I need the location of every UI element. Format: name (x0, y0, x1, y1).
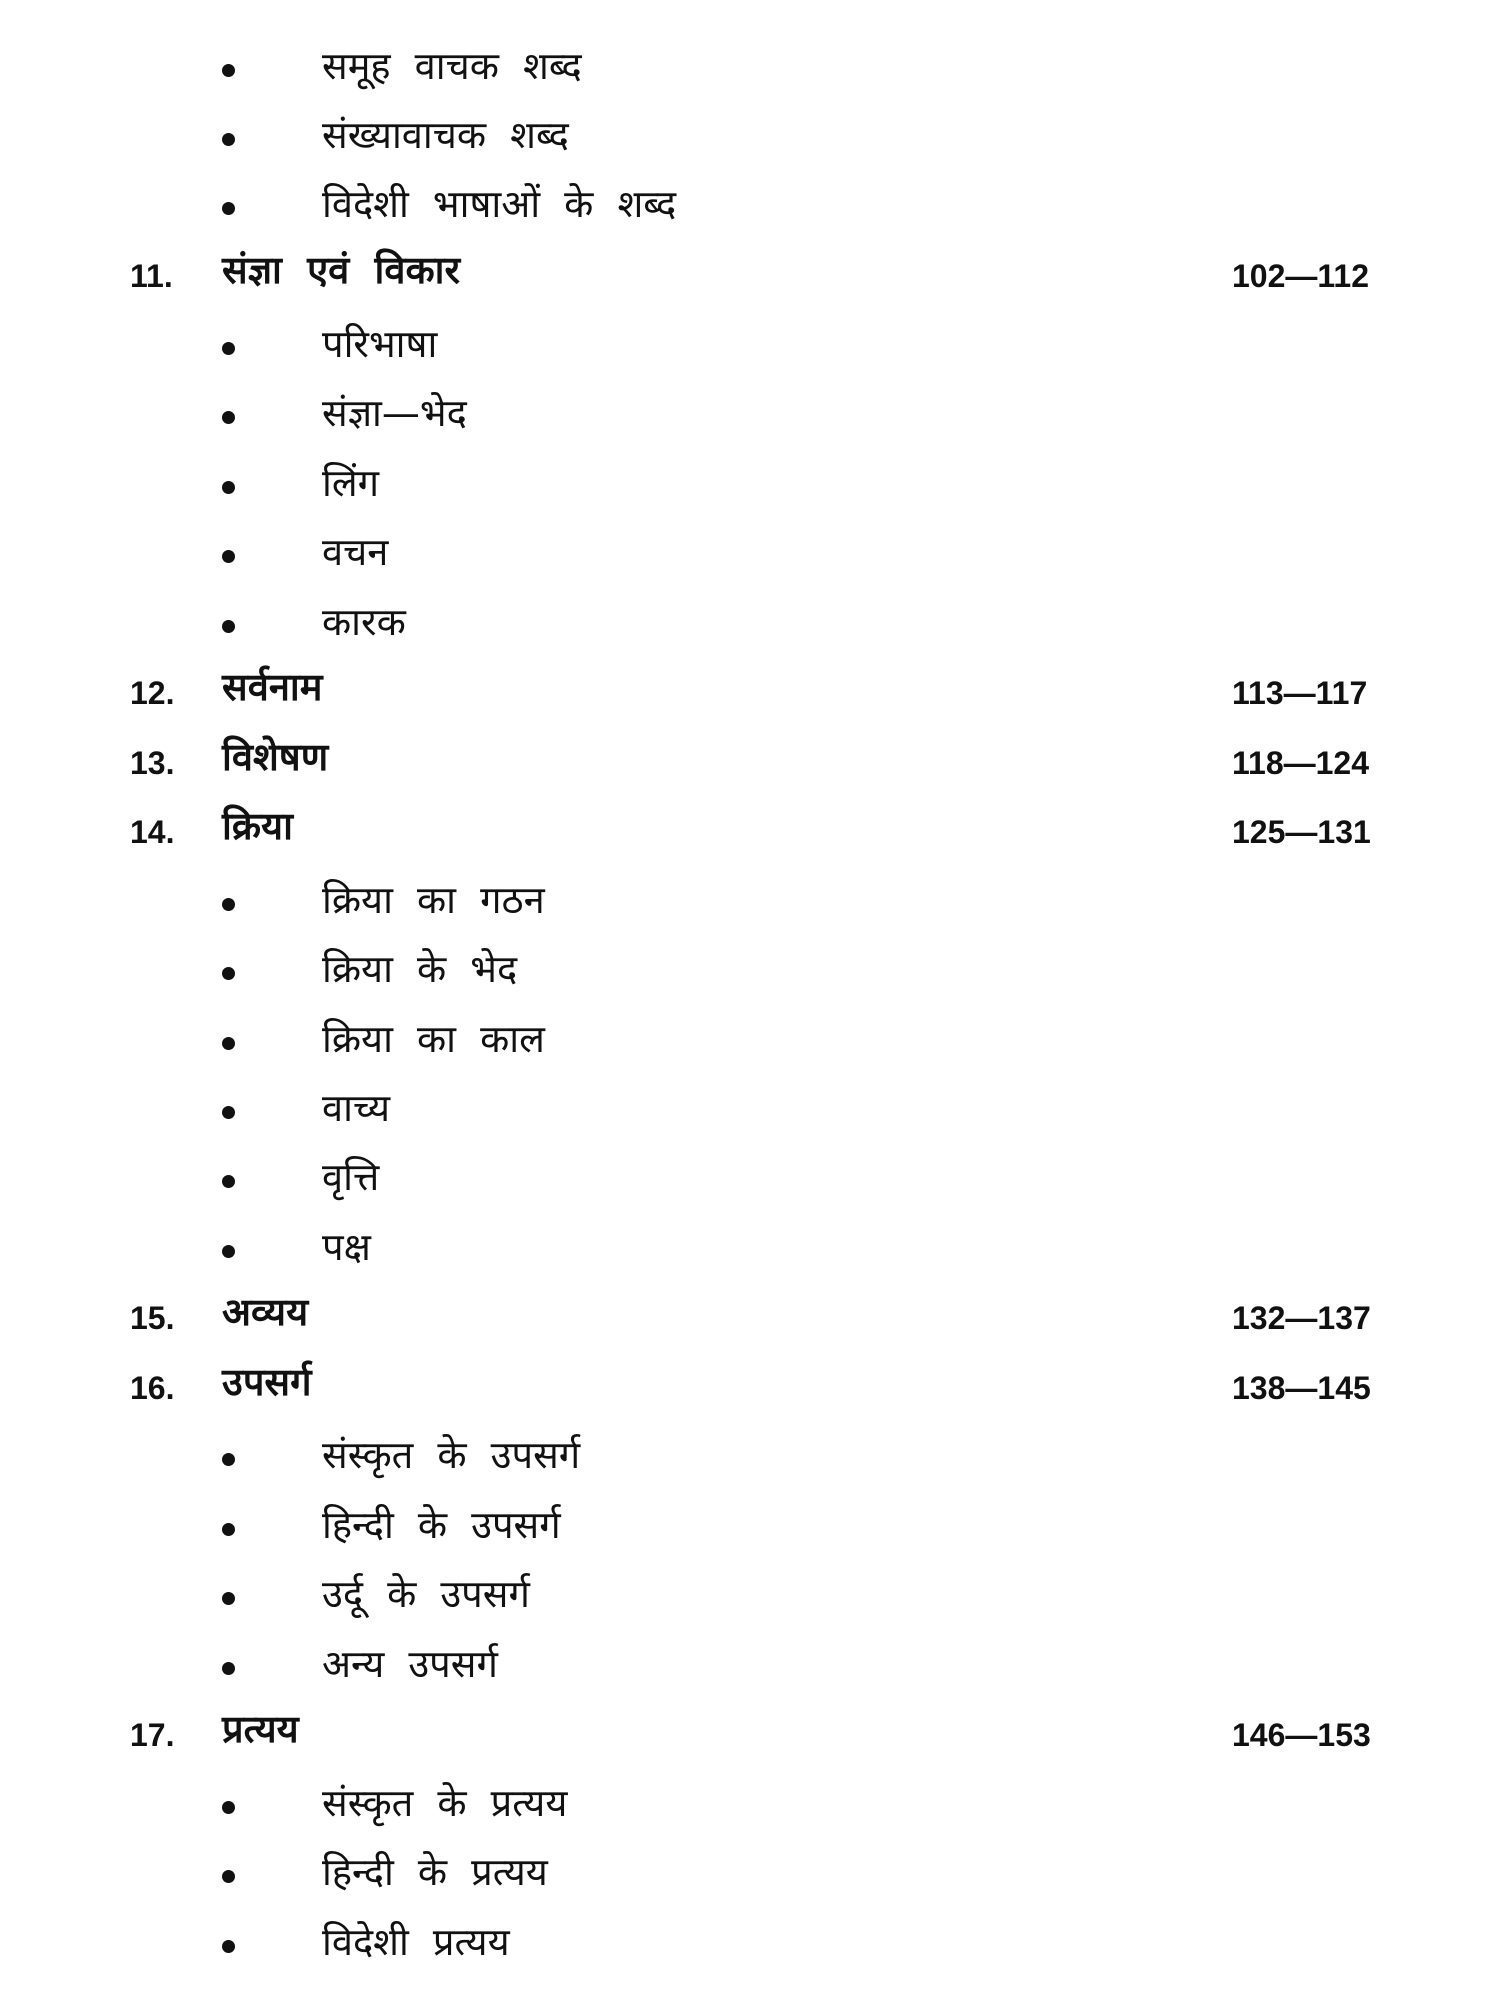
chapter-title: क्रिया (222, 804, 293, 848)
chapter-title: सर्वनाम (222, 665, 323, 709)
chapter-title: संज्ञा एवं विकार (222, 248, 461, 292)
toc-chapter (0, 1350, 1500, 1414)
subentry-text: लिंग (322, 461, 380, 505)
subentry-text: अन्य उपसर्ग (322, 1642, 498, 1686)
toc-chapter (0, 655, 1500, 719)
subentry-text: विदेशी भाषाओं के शब्द (322, 182, 677, 226)
bullet-icon (222, 133, 235, 146)
toc-chapter (0, 725, 1500, 789)
subentry-text: संज्ञा—भेद (322, 391, 467, 435)
toc-chapter (0, 1697, 1500, 1761)
bullet-icon (222, 1245, 235, 1258)
chapter-pages: 138—145 (1232, 1370, 1371, 1406)
toc-subentry (0, 30, 1500, 94)
chapter-number: 14. (130, 814, 175, 850)
toc-subentry (0, 516, 1500, 580)
toc-subentry (0, 377, 1500, 441)
subentry-text: हिन्दी के प्रत्यय (322, 1850, 548, 1894)
bullet-icon (222, 342, 235, 355)
subentry-text: क्रिया के भेद (322, 947, 518, 991)
chapter-number: 13. (130, 745, 175, 781)
chapter-pages: 102—112 (1232, 258, 1370, 294)
chapter-title: विशेषण (222, 735, 329, 779)
chapter-number: 16. (130, 1370, 175, 1406)
bullet-icon (222, 1453, 235, 1466)
toc-subentry (0, 1836, 1500, 1900)
toc-subentry (0, 1767, 1500, 1831)
subentry-text: उर्दू के उपसर्ग (322, 1572, 530, 1616)
subentry-text: हिन्दी के उपसर्ग (322, 1503, 561, 1547)
bullet-icon (222, 202, 235, 215)
bullet-icon (222, 898, 235, 911)
bullet-icon (222, 481, 235, 494)
bullet-icon (222, 1106, 235, 1119)
bullet-icon (222, 1870, 235, 1883)
subentry-text: वचन (322, 530, 389, 574)
toc-chapter (0, 794, 1500, 858)
bullet-icon (222, 1175, 235, 1188)
chapter-number: 15. (130, 1300, 175, 1336)
toc-subentry (0, 1628, 1500, 1692)
subentry-text: वाच्य (322, 1086, 391, 1130)
toc-subentry (0, 447, 1500, 511)
bullet-icon (222, 620, 235, 633)
bullet-icon (222, 967, 235, 980)
chapter-number: 12. (130, 675, 175, 711)
toc-chapter (0, 1280, 1500, 1344)
bullet-icon (222, 411, 235, 424)
subentry-text: संस्कृत के उपसर्ग (322, 1433, 581, 1477)
toc-subentry (0, 864, 1500, 928)
bullet-icon (222, 1592, 235, 1605)
toc-chapter (0, 238, 1500, 302)
toc-subentry (0, 586, 1500, 650)
subentry-text: क्रिया का गठन (322, 878, 545, 922)
toc-subentry (0, 1072, 1500, 1136)
chapter-number: 11. (130, 258, 173, 294)
chapter-title: उपसर्ग (222, 1360, 312, 1404)
bullet-icon (222, 550, 235, 563)
subentry-text: पक्ष (322, 1225, 371, 1269)
toc-subentry (0, 308, 1500, 372)
toc-subentry (0, 1419, 1500, 1483)
chapter-title: प्रत्यय (222, 1707, 299, 1751)
subentry-text: वृत्ति (322, 1155, 380, 1199)
toc-subentry (0, 1141, 1500, 1205)
subentry-text: क्रिया का काल (322, 1017, 545, 1061)
bullet-icon (222, 1523, 235, 1536)
subentry-text: विदेशी प्रत्यय (322, 1920, 510, 1964)
toc-subentry (0, 1003, 1500, 1067)
subentry-text: कारक (322, 600, 406, 644)
chapter-pages: 113—117 (1232, 675, 1368, 711)
subentry-text: संस्कृत के प्रत्यय (322, 1781, 568, 1825)
bullet-icon (222, 1940, 235, 1953)
toc-subentry (0, 1489, 1500, 1553)
chapter-pages: 132—137 (1232, 1300, 1371, 1336)
subentry-text: समूह वाचक शब्द (322, 44, 582, 88)
chapter-pages: 118—124 (1232, 745, 1370, 781)
toc-subentry (0, 933, 1500, 997)
bullet-icon (222, 1037, 235, 1050)
chapter-pages: 125—131 (1232, 814, 1371, 850)
chapter-pages: 146—153 (1232, 1717, 1371, 1753)
chapter-title: अव्यय (222, 1290, 309, 1334)
chapter-number: 17. (130, 1717, 175, 1753)
toc-subentry (0, 99, 1500, 163)
toc-subentry (0, 1211, 1500, 1275)
subentry-text: परिभाषा (322, 322, 438, 366)
bullet-icon (222, 64, 235, 77)
subentry-text: संख्यावाचक शब्द (322, 113, 569, 157)
toc-subentry (0, 168, 1500, 232)
toc-subentry (0, 1906, 1500, 1970)
toc-subentry (0, 1558, 1500, 1622)
bullet-icon (222, 1662, 235, 1675)
bullet-icon (222, 1801, 235, 1814)
